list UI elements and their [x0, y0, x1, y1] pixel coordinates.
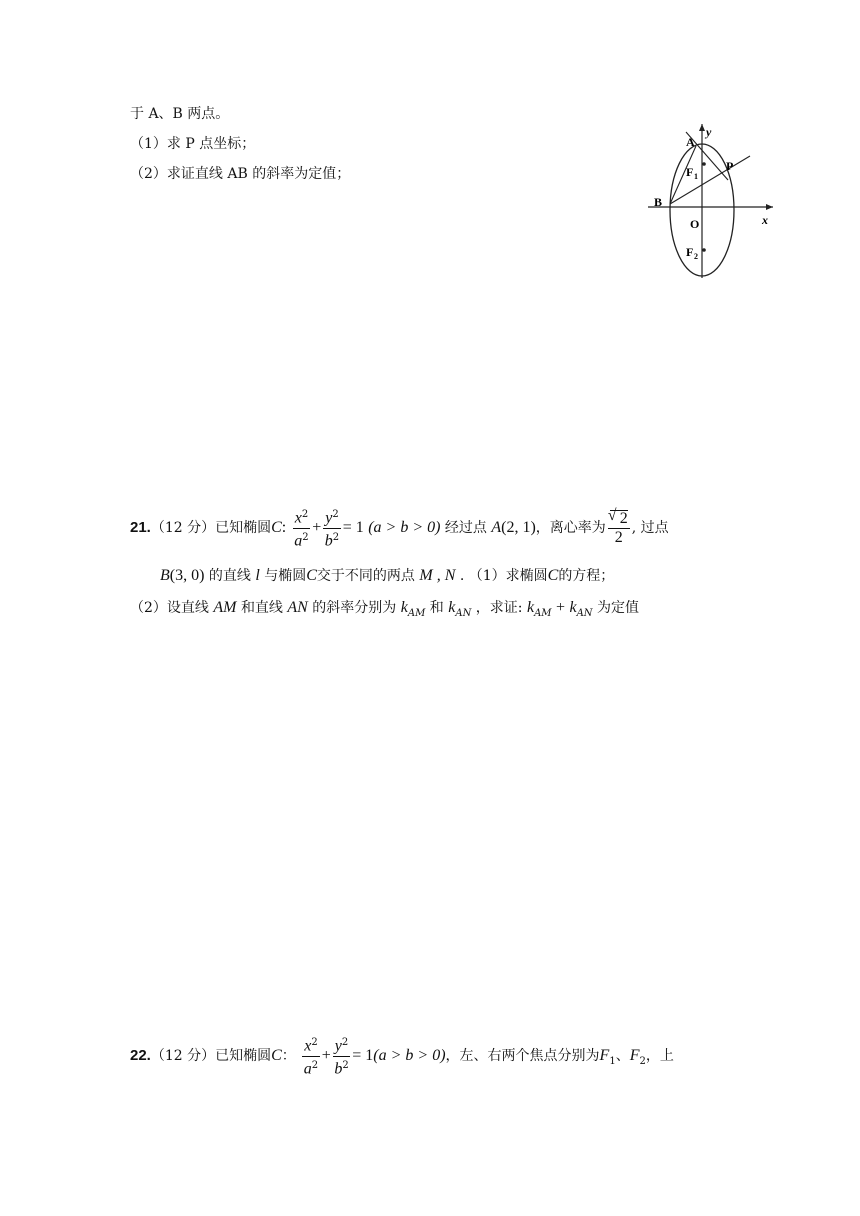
q20-part1: （1）求 P 点坐标；	[130, 136, 256, 152]
fraction-sqrt2-2: √ $\frac{2}{2}$	[608, 510, 630, 547]
fraction-x2-a2: $\frac{x^2}{a^2}$	[293, 506, 310, 550]
label-f1: F	[686, 165, 694, 179]
label-f2: F	[686, 245, 694, 259]
y-axis-arrow	[699, 124, 705, 131]
x-axis-arrow	[766, 204, 773, 210]
line-bp	[670, 156, 750, 204]
fraction-y2-b2: $\frac{y^2}{b^2}$	[333, 1034, 350, 1078]
label-x: x	[762, 213, 768, 227]
q21-number: 21.	[130, 519, 151, 537]
q22-number: 22.	[130, 1047, 151, 1065]
q21-line1: 21.（12 分）已知椭圆C: $\frac{x^2}{a^2}$ + $\frac{y^2}{b^2}$ = 1 (a > b > 0) 经过点 A(2, 1)，离心率为 √ $\frac{2}{2}$ , 过点	[130, 506, 669, 550]
fraction-x2-a2: $\frac{x^2}{a^2}$	[302, 1034, 319, 1078]
label-o: O	[690, 217, 700, 231]
q20-part2: （2）求证直线 AB 的斜率为定值；	[130, 166, 351, 182]
q21-line3: （2）设直线 AM 和直线 AN 的斜率分别为 $k_{AM}$ 和 $k_{AN}$ ，求证: $k_{AM} + k_{AN}$ 为定值	[130, 599, 640, 619]
label-p: P	[726, 159, 734, 173]
ellipse-figure	[648, 120, 778, 280]
focus-f2	[702, 248, 706, 252]
label-y: y	[706, 125, 712, 139]
q21-line2: B(3, 0) 的直线 l 与椭圆C交于不同的两点 M , N . （1）求椭圆C的方程；	[160, 567, 615, 584]
fraction-y2-b2: $\frac{y^2}{b^2}$	[323, 506, 340, 550]
q21-score: （12 分）	[150, 520, 216, 537]
q22-score: （12 分）	[150, 1048, 216, 1065]
q20-line: 于 A、B 两点。	[130, 106, 230, 122]
label-b: B	[654, 195, 663, 209]
label-a: A	[686, 135, 695, 149]
q22-line1: 22.（12 分）已知椭圆C： $\frac{x^2}{a^2}$ + $\frac{y^2}{b^2}$ = 1(a > b > 0)，左、右两个焦点分别为$F_1$、$F_2$，上	[130, 1034, 674, 1082]
focus-f1	[702, 162, 706, 166]
label-f2-sub: 2	[694, 252, 698, 261]
label-f1-sub: 1	[694, 172, 698, 181]
